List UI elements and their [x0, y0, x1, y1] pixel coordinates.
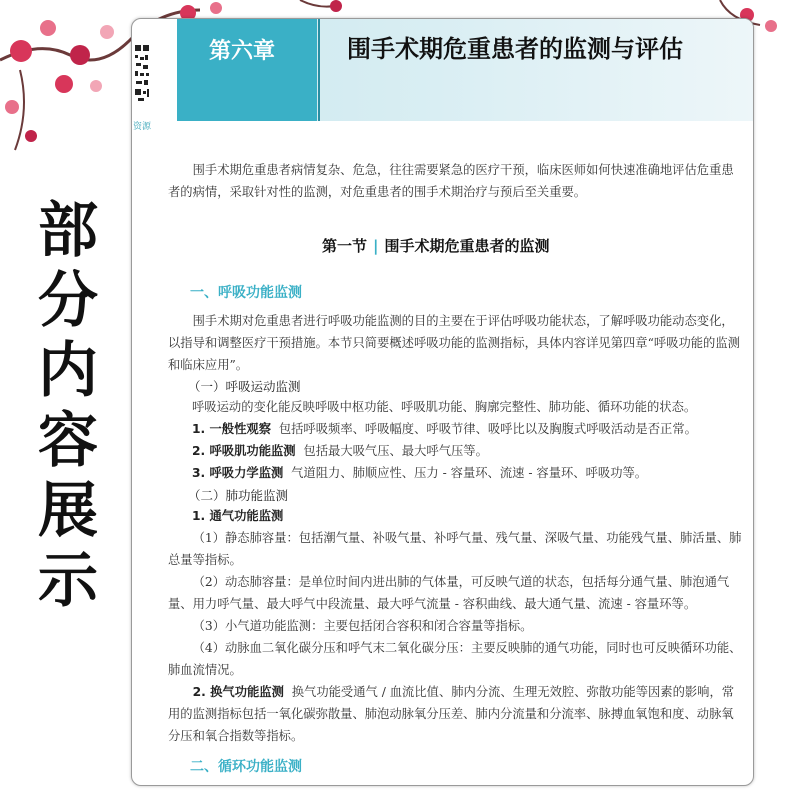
side-title-char: 容	[38, 406, 98, 476]
item-label: 1. 通气功能监测	[192, 509, 284, 523]
breathing-motion-desc: 呼吸运动的变化能反映呼吸中枢功能、呼吸肌功能、胸廓完整性、肺功能、循环功能的状态。	[192, 400, 697, 414]
item-text: 气道阻力、肺顺应性、压力 - 容量环、流速 - 容量环、呼吸功等。	[291, 466, 648, 480]
chapter-title: 围手术期危重患者的监测与评估	[347, 35, 683, 63]
section-number: 第一节	[322, 237, 368, 255]
book-page	[131, 18, 754, 786]
chapter-divider	[318, 19, 320, 121]
item-text: 包括最大吸气压、最大呼气压等。	[303, 444, 488, 458]
item-respiratory-mechanics	[192, 462, 754, 484]
para-gas-exchange	[168, 681, 743, 747]
qr-code-icon	[134, 43, 150, 105]
item-general-observation	[192, 418, 754, 440]
item-text: 换气功能受通气 / 血流比值、肺内分流、生理无效腔、弥散功能等因素的影响，常用的监测指标包括一氧化碳弥散量、肺泡动脉氧分压差、肺内分流量和分流率、脉搏血氧饱和度、动脉氧分压和氧合指数等指标。	[168, 685, 735, 743]
para-small-airway: （3）小气道功能监测：主要包括闭合容积和闭合容量等指标。	[192, 619, 533, 633]
item-label: 3. 呼吸力学监测	[192, 466, 284, 480]
heading-circulation: 二、循环功能监测	[190, 759, 302, 775]
heading-respiratory: 一、呼吸功能监测	[190, 285, 302, 301]
side-title-char: 展	[38, 476, 98, 546]
side-title	[28, 196, 108, 616]
para-dynamic-volume: （2）动态肺容量：是单位时间内进出肺的气体量，可反映气道的状态，包括每分通气量、肺泡通气量、用力呼气量、最大呼气中段流量、最大呼气流量 - 容积曲线、最大通气量、流速 - 容量环等。	[168, 575, 730, 611]
section-title	[322, 235, 550, 256]
chapter-label: 第六章	[209, 39, 276, 64]
item-label: 2. 呼吸肌功能监测	[192, 444, 296, 458]
item-respiratory-muscle	[192, 440, 754, 462]
item-label: 1. 一般性观察	[192, 422, 271, 436]
item-text: 包括呼吸频率、呼吸幅度、呼吸节律、吸呼比以及胸腹式呼吸活动是否正常。	[278, 422, 697, 436]
qr-label: 资源	[133, 122, 152, 132]
subheading-lung-function: （二）肺功能监测	[188, 488, 289, 503]
para-co2: （4）动脉血二氧化碳分压和呼气末二氧化碳分压：主要反映肺的通气功能，同时也可反映循环功能、肺血流情况。	[168, 641, 742, 677]
side-title-char: 部	[38, 196, 98, 266]
item-label: 2. 换气功能监测	[192, 685, 284, 699]
side-title-char: 内	[38, 336, 98, 406]
side-title-char: 示	[38, 546, 98, 616]
subheading-breathing-motion: （一）呼吸运动监测	[188, 379, 301, 394]
side-title-char: 分	[38, 266, 98, 336]
item-ventilation	[192, 505, 754, 527]
section-name: 围手术期危重患者的监测	[384, 237, 550, 255]
section-divider: |	[373, 237, 379, 255]
para-static-volume: （1）静态肺容量：包括潮气量、补吸气量、补呼气量、残气量、深吸气量、功能残气量、肺活量、肺总量等指标。	[168, 531, 742, 567]
respiratory-intro: 围手术期对危重患者进行呼吸功能监测的目的主要在于评估呼吸功能状态，了解呼吸功能动态变化，以指导和调整医疗干预措施。本节只简要概述呼吸功能的监测指标，具体内容详见第四章“呼吸功能的监测和临床应用”。	[168, 314, 740, 372]
intro-paragraph: 围手术期危重患者病情复杂、危急，往往需要紧急的医疗干预，临床医师如何快速准确地评估危重患者的病情，采取针对性的监测，对危重患者的围手术期治疗与预后至关重要。	[168, 163, 734, 199]
